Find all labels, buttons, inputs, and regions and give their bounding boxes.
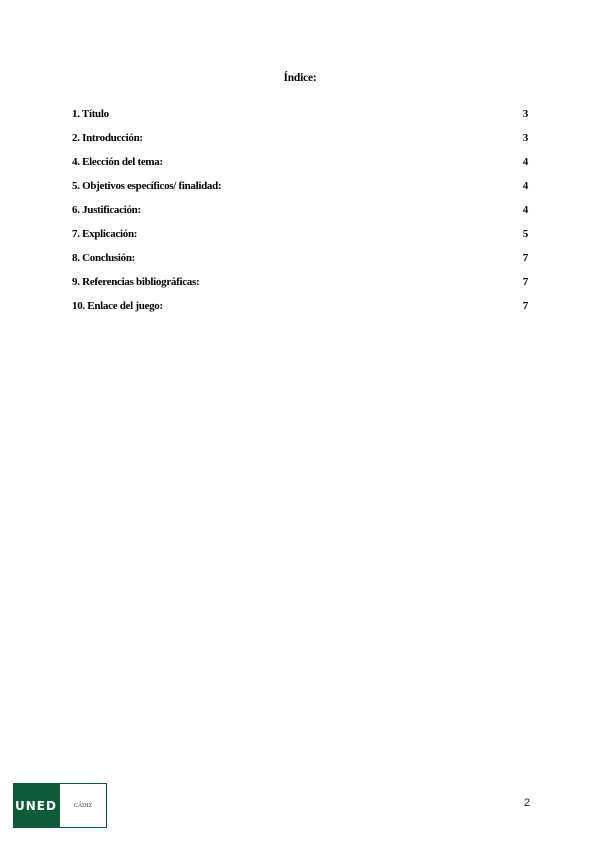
toc-entry-title: 10. Enlace del juego: [72, 300, 163, 312]
toc-entry[interactable] [72, 156, 528, 180]
uned-cadiz-logo [13, 783, 107, 828]
toc-entry[interactable] [72, 180, 528, 204]
toc-entry-title: 6. Justificación: [72, 204, 141, 216]
toc-entry[interactable] [72, 276, 528, 300]
page-number: 2 [523, 797, 530, 809]
toc-entry-page: 5 [522, 228, 528, 240]
toc-entry[interactable] [72, 228, 528, 252]
toc-entry-title: 5. Objetivos específicos/ finalidad: [72, 180, 222, 192]
uned-logo-mark: UNED [13, 783, 59, 828]
table-of-contents [72, 108, 528, 324]
toc-entry-title: 9. Referencias bibliográficas: [72, 276, 200, 288]
toc-entry-title: 7. Explicación: [72, 228, 138, 240]
toc-entry-page: 7 [522, 252, 528, 264]
toc-entry[interactable] [72, 252, 528, 276]
toc-entry[interactable] [72, 132, 528, 156]
cadiz-logo-label: CÁDIZ [59, 783, 107, 828]
toc-entry-page: 7 [522, 276, 528, 288]
toc-entry-page: 4 [522, 156, 528, 168]
toc-entry-title: 4. Elección del tema: [72, 156, 163, 168]
toc-heading: Índice: [283, 72, 317, 84]
toc-entry-title: 1. Título [72, 108, 109, 120]
toc-entry[interactable] [72, 300, 528, 324]
toc-entry-page: 4 [522, 204, 528, 216]
toc-entry-page: 3 [522, 132, 528, 144]
toc-entry[interactable] [72, 204, 528, 228]
toc-entry-title: 2. Introducción: [72, 132, 143, 144]
toc-entry[interactable] [72, 108, 528, 132]
toc-entry-page: 4 [522, 180, 528, 192]
toc-entry-page: 3 [522, 108, 528, 120]
toc-entry-page: 7 [522, 300, 528, 312]
toc-entry-title: 8. Conclusión: [72, 252, 136, 264]
